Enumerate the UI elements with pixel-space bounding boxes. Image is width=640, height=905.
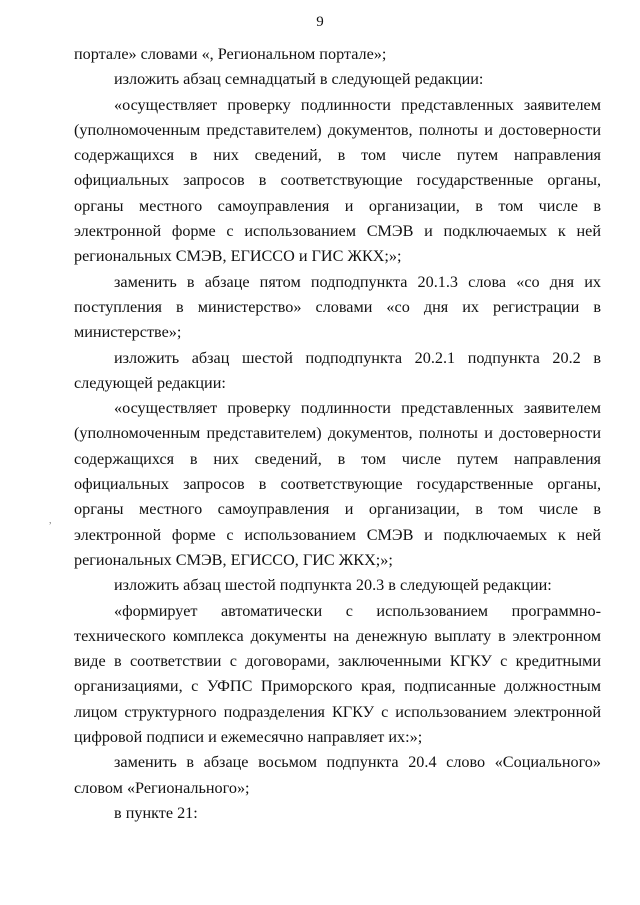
paragraph-10: в пункте 21: [114,803,198,822]
paragraph-6: «осуществляет проверку подлинности представленных заявителем (уполномоченным представителем) документов, полноты и достоверности содержащихся в них сведений, в том числе путем направления официальных запросов в соответствующие государственные органы, органы местного самоуправления и организации, в том числе в электронной форме с использованием СМЭВ и подключаемых к ней региональных СМЭВ, ЕГИССО, ГИС ЖКХ;»; [74,399,601,569]
page-number: 9 [316,14,324,30]
document-body [74,42,601,826]
margin-mark: , [49,515,52,526]
paragraph-7: изложить абзац шестой подпункта 20.3 в следующей редакции: [114,576,552,595]
paragraph-1: портале» словами «, Региональном портале»; [74,45,387,63]
paragraph-5: изложить абзац шестой подподпункта 20.2.1 подпункта 20.2 в следующей редакции: [74,348,601,392]
paragraph-8: «формирует автоматически с использованием программно-технического комплекса документы на денежную выплату в электронном виде в соответствии с договорами, заключенными КГКУ с кредитными организациями, с УФПС Приморского края, подписанные должностным лицом структурного подразделения КГКУ с использованием электронной цифровой подписи и ежемесячно направляет их:»; [74,601,601,747]
paragraph-3: «осуществляет проверку подлинности представленных заявителем (уполномоченным представителем) документов, полноты и достоверности содержащихся в них сведений, в том числе путем направления официальных запросов в соответствующие государственные органы, органы местного самоуправления и организации, в том числе в электронной форме с использованием СМЭВ и подключаемых к ней региональных СМЭВ, ЕГИССО и ГИС ЖКХ;»; [74,95,601,266]
paragraph-4: заменить в абзаце пятом подподпункта 20.1.3 слова «со дня их поступления в министерство» словами «со дня их регистрации в министерстве»; [74,272,601,342]
paragraph-9: заменить в абзаце восьмом подпункта 20.4 слово «Социального» словом «Регионального»; [74,753,601,797]
paragraph-2: изложить абзац семнадцатый в следующей редакции: [114,70,484,89]
